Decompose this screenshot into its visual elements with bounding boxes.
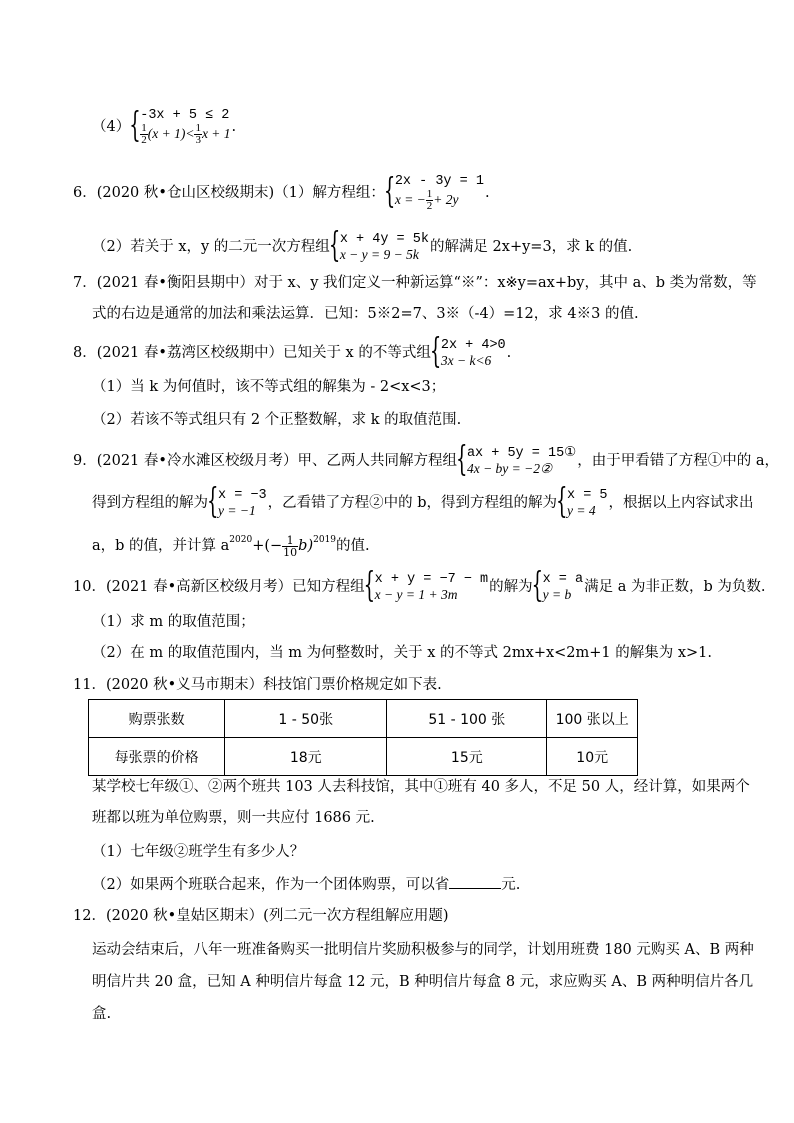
- q8-line: 8．(2021 春•荔湾区校级期中）已知关于 x 的不等式组 { 2x + 4>0 3x − k<6 .: [73, 338, 511, 368]
- q11-title: 11．(2020 秋•义马市期末）科技馆门票价格规定如下表.: [73, 677, 442, 693]
- q8-part1: （1）当 k 为何值时，该不等式组的解集为 - 2<x<3；: [92, 379, 446, 395]
- q4-system: [131, 108, 230, 146]
- q9-line3: a，b 的值，并计算 $a^{2020}+(-$ $\frac{1}{10}$ b)$^{2019}$的值.: [92, 533, 370, 559]
- q12-line3: 盒.: [92, 1006, 112, 1022]
- q6-row1: { 2x - 3y = 1: [394, 174, 484, 189]
- q4-frac-b: $\frac{1}{3}$: [195, 122, 201, 147]
- table-row: [89, 700, 638, 738]
- q9-frac: $\frac{1}{10}$: [283, 533, 298, 559]
- q9-solution2: { x = 5 y = 4: [558, 488, 608, 518]
- table-cell: 1 - 50张: [225, 700, 387, 738]
- q11-part2: （2）如果两个班联合起来，作为一个团体购票，可以省 元.: [92, 874, 520, 895]
- q12-line1: 运动会结束后，八年一班准备购买一批明信片奖励积极参与的同学，计划用班费 180 元购买 A、B 两种: [92, 942, 754, 958]
- q10-part2: （2）在 m 的取值范围内，当 m 为何整数时，关于 x 的不等式 2mx+x<2m+1 的解集为 x>1.: [92, 645, 713, 661]
- q12-line2: 明信片共 20 盒，已知 A 种明信片每盒 12 元，B 种明信片每盒 8 元，求应购买 A、B 两种明信片各几: [92, 974, 754, 990]
- q6-line2: （2）若关于 x，y 的二元一次方程组 { x + 4y = 5k x − y = 9 − 5k 的解满足 2x+y=3，求 k 的值.: [92, 232, 632, 262]
- q4-label: （4）: [92, 119, 131, 136]
- q6-row2: x = − $\frac{1}{2}$ + 2y: [394, 188, 459, 213]
- q8-part2: （2）若该不等式组只有 2 个正整数解，求 k 的取值范围.: [92, 412, 462, 428]
- q6-system: [386, 174, 484, 212]
- q4-row1: { -3x + 5 ≤ 2: [140, 108, 230, 123]
- table-cell: 每张票的价格: [89, 738, 225, 776]
- q11-line1: 某学校七年级①、②两个班共 103 人去科技馆，其中①班有 40 多人，不足 50 人，经计算，如果两个: [92, 779, 750, 795]
- q9-line1: 9．(2021 春•冷水滩区校级月考）甲、乙两人共同解方程组 { ax + 5y = 15① 4x − by = −2② ，由于甲看错了方程①中的 a，: [73, 446, 779, 476]
- q9-system: { ax + 5y = 15① 4x − by = −2②: [458, 446, 576, 476]
- q4-line: （4） { -3x + 5 ≤ 2 $\frac{1}{2}$ (x + 1)< $\frac{1}{3}$ x + 1 .: [92, 108, 236, 146]
- table-cell: 10元: [547, 738, 638, 776]
- q10-line1: 10．(2021 春•高新区校级月考）已知方程组 { x + y = −7 − m x − y = 1 + 3m 的解为 { x = a y = b 满足 a 为非正数，b 为负数.: [73, 572, 765, 602]
- table-cell: 15元: [387, 738, 547, 776]
- q4-row2: $\frac{1}{2}$ (x + 1)< $\frac{1}{3}$ x + 1: [141, 122, 231, 147]
- q9-line2: 得到方程组的解为 { x = −3 y = −1 ，乙看错了方程②中的 b，得到方程组的解为 { x = 5 y = 4 ，根据以上内容试求出: [92, 488, 754, 518]
- q11-part1: （1）七年级②班学生有多少人？: [92, 844, 305, 860]
- table-cell: 18元: [225, 738, 387, 776]
- q10-part1: （1）求 m 的取值范围；: [92, 614, 255, 630]
- q6-frac: $\frac{1}{2}$: [426, 188, 433, 213]
- price-table: [88, 699, 638, 776]
- q7-line2: 式的右边是通常的加法和乘法运算．已知：5※2=7、3※（-4）=12，求 4※3 的值.: [92, 306, 639, 322]
- q6-p2-system: { x + 4y = 5k x − y = 9 − 5k: [331, 232, 429, 262]
- table-cell: 100 张以上: [547, 700, 638, 738]
- table-cell: 购票张数: [89, 700, 225, 738]
- table-cell: 51 - 100 张: [387, 700, 547, 738]
- q6-prefix: 6．(2020 秋•仓山区校级期末)（1）解方程组：: [73, 185, 385, 202]
- q6-line1: 6．(2020 秋•仓山区校级期末)（1）解方程组： { 2x - 3y = 1 x = − $\frac{1}{2}$ + 2y .: [73, 174, 490, 212]
- q8-system: { 2x + 4>0 3x − k<6: [432, 338, 506, 368]
- q12-title: 12．(2020 秋•皇姑区期末）(列二元一次方程组解应用题): [73, 908, 449, 924]
- answer-blank[interactable]: [449, 874, 501, 889]
- q4-frac-a: $\frac{1}{2}$: [141, 122, 147, 147]
- q9-solution1: { x = −3 y = −1: [209, 488, 267, 518]
- q10-system: { x + y = −7 − m x − y = 1 + 3m: [366, 572, 488, 602]
- q7-line1: 7．(2021 春•衡阳县期中）对于 x、y 我们定义一种新运算“※”：x※y=ax+by，其中 a、b 类为常数，等: [73, 275, 757, 291]
- q11-line2: 班都以班为单位购票，则一共应付 1686 元.: [92, 810, 375, 826]
- q10-solution: { x = a y = b: [534, 572, 584, 602]
- table-row: [89, 738, 638, 776]
